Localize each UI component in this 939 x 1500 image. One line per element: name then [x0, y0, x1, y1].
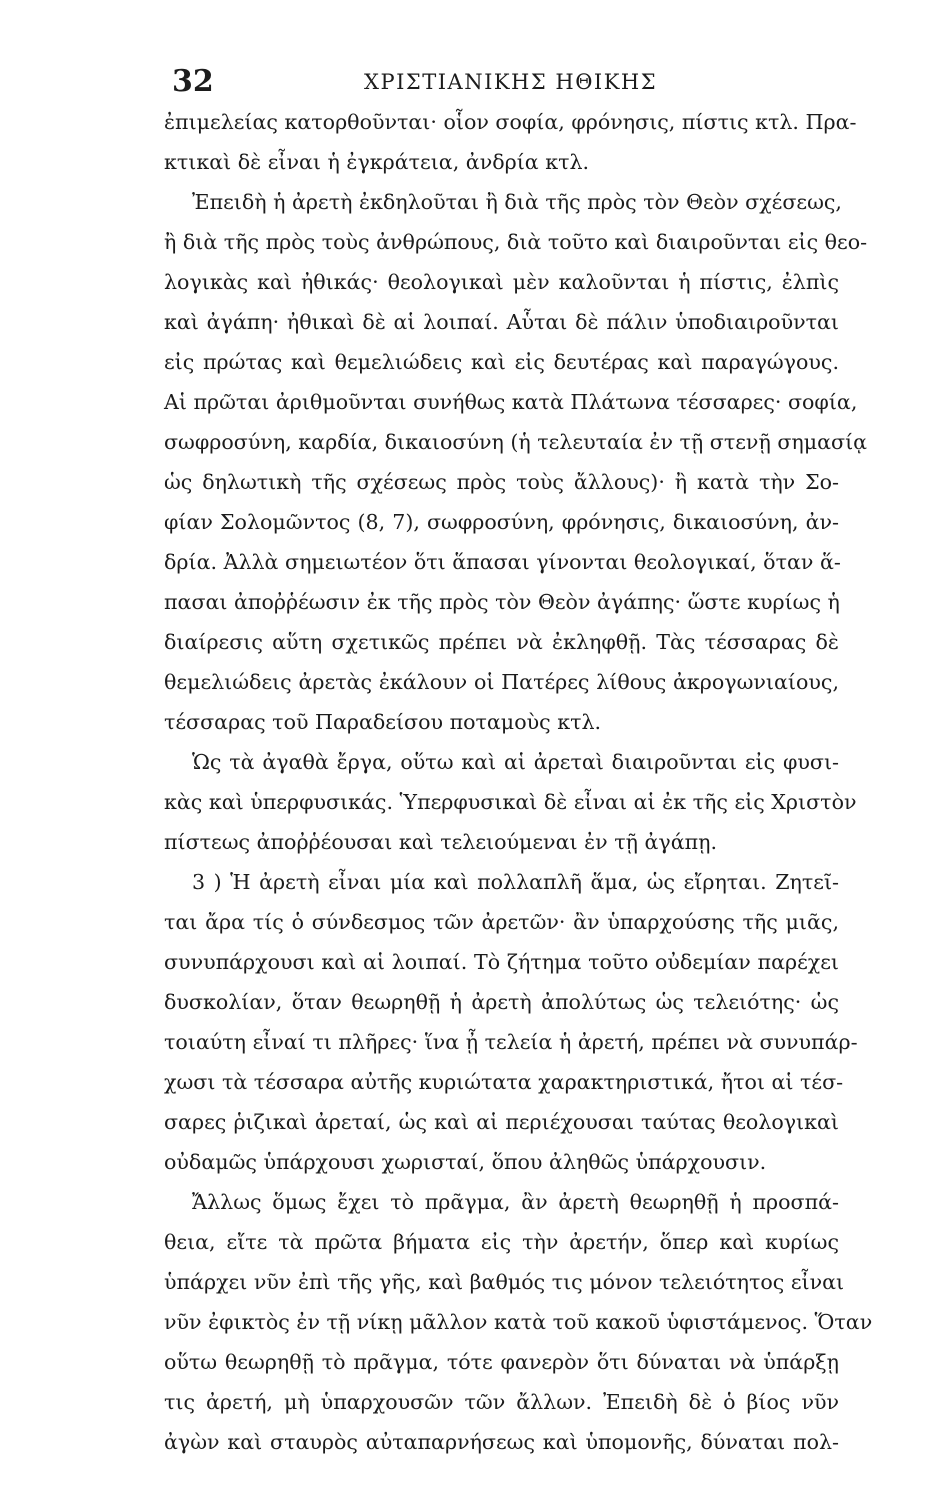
text-line: Ἐπειδὴ ἡ ἀρετὴ ἐκδηλοῦται ἢ διὰ τῆς πρὸς τὸν Θεὸν σχέσεως, — [192, 190, 842, 214]
text-line: λογικὰς καὶ ἠθικάς· θεολογικαὶ μὲν καλοῦνται ἡ πίστις, ἐλπὶς — [164, 270, 839, 294]
text-line: δυσκολίαν, ὅταν θεωρηθῇ ἡ ἀρετὴ ἀπολύτως ὡς τελειότης· ὡς — [164, 990, 839, 1014]
text-line: κὰς καὶ ὑπερφυσικάς. Ὑπερφυσικαὶ δὲ εἶναι αἱ ἐκ τῆς εἰς Χριστὸν — [164, 790, 857, 814]
text-line: θεμελιώδεις ἀρετὰς ἐκάλουν οἱ Πατέρες λίθους ἀκρογωνιαίους, — [164, 670, 839, 694]
text-line: δρία. Ἀλλὰ σημειωτέον ὅτι ἅπασαι γίνονται θεολογικαί, ὅταν ἅ- — [164, 550, 841, 574]
text-line: πασαι ἀποῤῥέωσιν ἐκ τῆς πρὸς τὸν Θεὸν ἀγάπης· ὥστε κυρίως ἡ — [164, 590, 840, 614]
text-line: εἰς πρώτας καὶ θεμελιώδεις καὶ εἰς δευτέρας καὶ παραγώγους. — [164, 350, 839, 374]
text-line: φίαν Σολομῶντος (8, 7), σωφροσύνη, φρόνησις, δικαιοσύνη, ἀν- — [164, 510, 839, 534]
text-line: σωφροσύνη, καρδία, δικαιοσύνη (ἡ τελευταία ἐν τῇ στενῇ σημασίᾳ — [164, 430, 868, 454]
text-line: καὶ ἀγάπη· ἠθικαὶ δὲ αἱ λοιπαί. Αὗται δὲ πάλιν ὑποδιαιροῦνται — [164, 310, 839, 334]
text-line: σαρες ῥιζικαὶ ἀρεταί, ὡς καὶ αἱ περιέχουσαι ταύτας θεολογικαὶ — [164, 1110, 839, 1134]
text-line: χωσι τὰ τέσσαρα αὐτῆς κυριώτατα χαρακτηριστικά, ἤτοι αἱ τέσ- — [164, 1070, 844, 1094]
text-line: νῦν ἐφικτὸς ἐν τῇ νίκῃ μᾶλλον κατὰ τοῦ κακοῦ ὑφιστάμενος. Ὅταν — [164, 1310, 873, 1334]
text-line: οὕτω θεωρηθῇ τὸ πρᾶγμα, τότε φανερὸν ὅτι δύναται νὰ ὑπάρξῃ — [164, 1350, 839, 1374]
text-line: τις ἀρετή, μὴ ὑπαρχουσῶν τῶν ἄλλων. Ἐπειδὴ δὲ ὁ βίος νῦν — [164, 1390, 839, 1414]
text-line: 3 ) Ἡ ἀρετὴ εἶναι μία καὶ πολλαπλῆ ἅμα, ὡς εἴρηται. Ζητεῖ- — [192, 870, 839, 894]
text-line: τέσσαρας τοῦ Παραδείσου ποταμοὺς κτλ. — [164, 710, 602, 734]
text-line: οὐδαμῶς ὑπάρχουσι χωρισταί, ὅπου ἀληθῶς ὑπάρχουσιν. — [164, 1150, 767, 1174]
text-line: ὡς δηλωτικὴ τῆς σχέσεως πρὸς τοὺς ἄλλους)· ἢ κατὰ τὴν Σο- — [164, 470, 839, 494]
text-line: Αἱ πρῶται ἀριθμοῦνται συνήθως κατὰ Πλάτωνα τέσσαρες· σοφία, — [164, 390, 858, 414]
text-line: ὑπάρχει νῦν ἐπὶ τῆς γῆς, καὶ βαθμός τις μόνον τελειότητος εἶναι — [164, 1270, 845, 1294]
text-line: ται ἄρα τίς ὁ σύνδεσμος τῶν ἀρετῶν· ἂν ὑπαρχούσης τῆς μιᾶς, — [164, 910, 839, 934]
page-header — [164, 58, 839, 98]
text-line: ἀγὼν καὶ σταυρὸς αὐταπαρνήσεως καὶ ὑπομονῆς, δύναται πολ- — [164, 1430, 839, 1454]
text-line: Ἄλλως ὅμως ἔχει τὸ πρᾶγμα, ἂν ἀρετὴ θεωρηθῇ ἡ προσπά- — [192, 1190, 839, 1214]
text-line: θεια, εἴτε τὰ πρῶτα βήματα εἰς τὴν ἀρετήν, ὅπερ καὶ κυρίως — [164, 1230, 839, 1254]
body-text — [164, 102, 873, 1462]
text-line: ἐπιμελείας κατορθοῦνται· οἷον σοφία, φρόνησις, πίστις κτλ. Πρα- — [164, 110, 857, 134]
text-line: Ὡς τὰ ἀγαθὰ ἔργα, οὕτω καὶ αἱ ἀρεταὶ διαιροῦνται εἰς φυσι- — [192, 750, 839, 774]
text-line: κτικαὶ δὲ εἶναι ἡ ἐγκράτεια, ἀνδρία κτλ. — [164, 150, 590, 174]
text-line: διαίρεσις αὕτη σχετικῶς πρέπει νὰ ἐκληφθῇ. Τὰς τέσσαρας δὲ — [164, 630, 839, 654]
running-title: ΧΡΙΣΤΙΑΝΙΚΗΣ ΗΘΙΚΗΣ — [364, 70, 658, 94]
text-line: πίστεως ἀποῤῥέουσαι καὶ τελειούμεναι ἐν τῇ ἀγάπῃ. — [164, 830, 718, 854]
text-line: τοιαύτη εἶναί τι πλῆρες· ἵνα ᾖ τελεία ἡ ἀρετή, πρέπει νὰ συνυπάρ- — [164, 1030, 858, 1054]
text-line: ἢ διὰ τῆς πρὸς τοὺς ἀνθρώπους, διὰ τοῦτο καὶ διαιροῦνται εἰς θεο- — [164, 230, 868, 254]
page-number: 32 — [172, 64, 214, 99]
text-line: συνυπάρχουσι καὶ αἱ λοιπαί. Τὸ ζήτημα τοῦτο οὐδεμίαν παρέχει — [164, 950, 839, 974]
